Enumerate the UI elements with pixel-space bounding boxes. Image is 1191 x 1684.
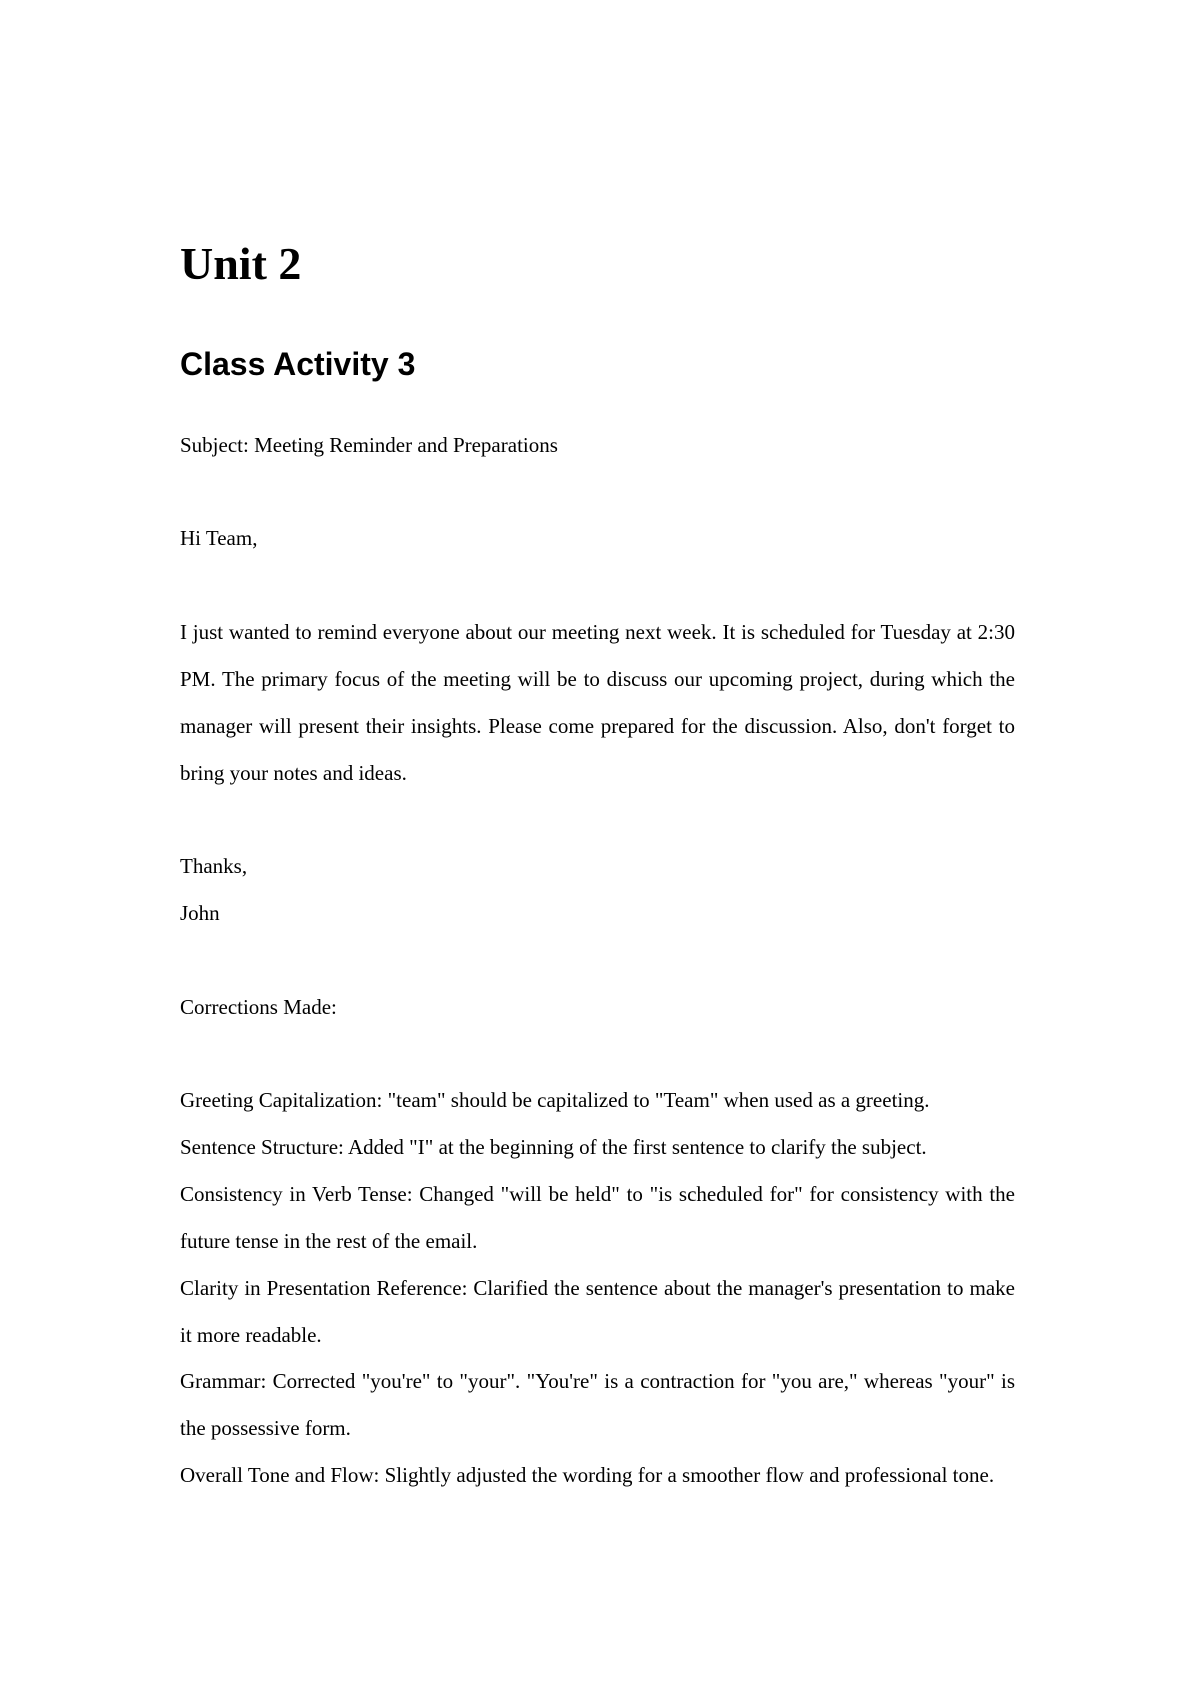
correction-item: Overall Tone and Flow: Slightly adjusted the wording for a smoother flow and professional tone. bbox=[180, 1463, 995, 1487]
email-greeting: Hi Team, bbox=[180, 526, 258, 550]
corrections-heading: Corrections Made: bbox=[180, 995, 337, 1019]
activity-title: Class Activity 3 bbox=[180, 346, 416, 382]
unit-title: Unit 2 bbox=[180, 238, 302, 289]
email-subject: Subject: Meeting Reminder and Preparations bbox=[180, 433, 558, 457]
email-signature: John bbox=[180, 901, 220, 925]
email-closing: Thanks, bbox=[180, 854, 248, 878]
email-body: I just wanted to remind everyone about our meeting next week. It is scheduled for Tuesday at 2:30 PM. The primary focus of the meeting will be to discuss our upcoming project, during which the manager will present their insights. Please come prepared for the discussion. Also, don't forget to bring your notes and ideas. bbox=[180, 620, 1015, 785]
correction-item: Clarity in Presentation Reference: Clarified the sentence about the manager's presentation to make it more readable. bbox=[180, 1276, 1015, 1347]
correction-item: Grammar: Corrected "you're" to "your". "You're" is a contraction for "you are," whereas "your" is the possessive form. bbox=[180, 1369, 1015, 1440]
correction-item: Consistency in Verb Tense: Changed "will be held" to "is scheduled for" for consistency with the future tense in the rest of the email. bbox=[180, 1182, 1015, 1253]
correction-item: Sentence Structure: Added "I" at the beginning of the first sentence to clarify the subject. bbox=[180, 1135, 927, 1159]
correction-item: Greeting Capitalization: "team" should be capitalized to "Team" when used as a greeting. bbox=[180, 1088, 930, 1112]
